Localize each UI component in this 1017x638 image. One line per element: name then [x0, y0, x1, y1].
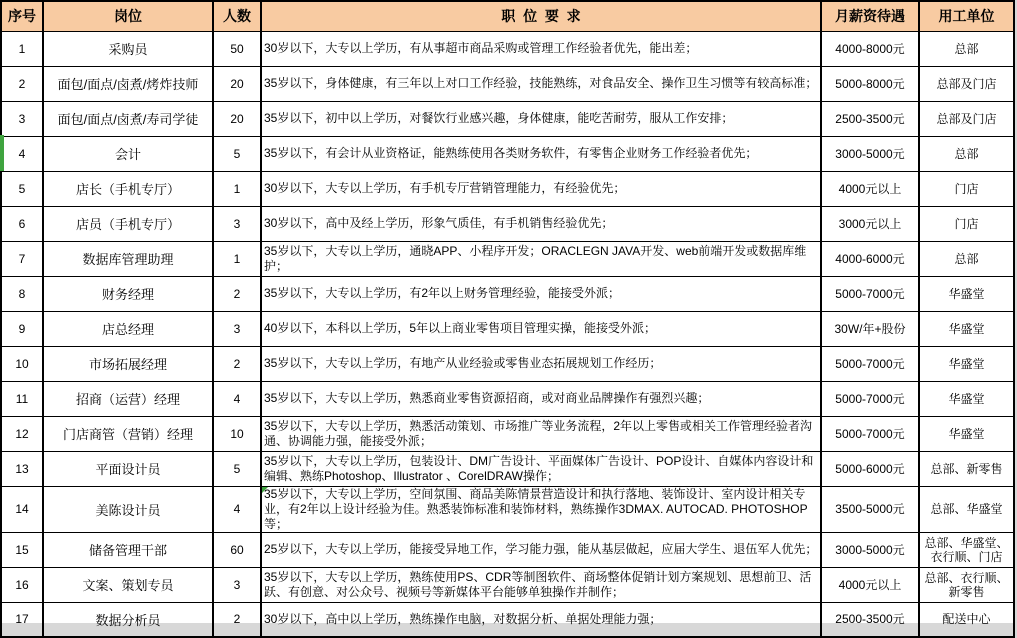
table-row — [1, 206, 1014, 241]
cell-count[interactable]: 3 — [213, 311, 261, 346]
cell-no[interactable]: 1 — [1, 31, 43, 66]
cell-salary[interactable]: 5000-8000元 — [821, 66, 919, 101]
cell-count[interactable]: 10 — [213, 416, 261, 451]
cell-count[interactable]: 50 — [213, 31, 261, 66]
table-body — [1, 31, 1014, 637]
cell-position[interactable]: 招商（运营）经理 — [43, 381, 213, 416]
cell-salary[interactable]: 3500-5000元 — [821, 486, 919, 532]
cell-salary[interactable]: 30W/年+股份 — [821, 311, 919, 346]
cell-requirement[interactable]: 30岁以下，高中及经上学历，形象气质佳，有手机销售经验优先； — [261, 206, 821, 241]
col-header-requirement[interactable]: 职 位 要 求 — [261, 1, 821, 31]
cell-no[interactable]: 2 — [1, 66, 43, 101]
table-row — [1, 171, 1014, 206]
cell-count[interactable]: 20 — [213, 101, 261, 136]
cell-salary[interactable]: 5000-7000元 — [821, 416, 919, 451]
cell-count[interactable]: 4 — [213, 381, 261, 416]
table-row — [1, 486, 1014, 532]
col-header-no[interactable]: 序号 — [1, 1, 43, 31]
cell-count[interactable]: 4 — [213, 486, 261, 532]
cell-salary[interactable]: 5000-7000元 — [821, 381, 919, 416]
cell-no[interactable]: 13 — [1, 451, 43, 486]
cell-position[interactable]: 采购员 — [43, 31, 213, 66]
cell-salary[interactable]: 4000-8000元 — [821, 31, 919, 66]
cell-count[interactable]: 2 — [213, 602, 261, 637]
cell-requirement[interactable]: 30岁以下，大专以上学历，有手机专厅营销管理能力，有经验优先； — [261, 171, 821, 206]
cell-no[interactable]: 5 — [1, 171, 43, 206]
cell-requirement[interactable]: 35岁以下，大专以上学历，空间氛围、商品美陈情景营造设计和执行落地、装饰设计、室内设计相关专业，有2年以上设计经验为佳。熟悉装饰标准和装饰材料，熟练操作3DMAX. AUTOCAD. PHOTOSHOP等； — [261, 486, 821, 532]
cell-no[interactable]: 3 — [1, 101, 43, 136]
table-row — [1, 311, 1014, 346]
cell-position[interactable]: 数据分析员 — [43, 602, 213, 637]
cell-position[interactable]: 会计 — [43, 136, 213, 171]
cell-requirement[interactable]: 35岁以下，身体健康，有三年以上对口工作经验，技能熟练，对食品安全、操作卫生习惯等有较高标准； — [261, 66, 821, 101]
cell-requirement[interactable]: 30岁以下，大专以上学历，有从事超市商品采购或管理工作经验者优先，能出差； — [261, 31, 821, 66]
cell-count[interactable]: 3 — [213, 206, 261, 241]
cell-requirement[interactable]: 35岁以下，大专以上学历，通晓APP、小程序开发；ORACLEGN JAVA开发、web前端开发或数据库维护； — [261, 241, 821, 276]
cell-employer[interactable]: 门店 — [919, 206, 1014, 241]
cell-salary[interactable]: 3000元以上 — [821, 206, 919, 241]
cell-employer[interactable]: 总部、华盛堂、衣行顺、门店 — [919, 532, 1014, 567]
cell-no[interactable]: 15 — [1, 532, 43, 567]
cell-requirement[interactable]: 35岁以下，初中以上学历，对餐饮行业感兴趣，身体健康，能吃苦耐劳，服从工作安排； — [261, 101, 821, 136]
cell-requirement[interactable]: 35岁以下，大专以上学历，熟练使用PS、CDR等制图软件、商场整体促销计划方案规划、思想前卫、活跃、有创意、对公众号、视频号等新媒体平台能够单独操作并制作； — [261, 567, 821, 602]
cell-position[interactable]: 店长（手机专厅） — [43, 171, 213, 206]
cell-position[interactable]: 数据库管理助理 — [43, 241, 213, 276]
cell-position[interactable]: 面包/面点/卤煮/烤炸技师 — [43, 66, 213, 101]
cell-no[interactable]: 17 — [1, 602, 43, 637]
cell-count[interactable]: 1 — [213, 241, 261, 276]
cell-requirement[interactable]: 35岁以下，大专以上学历，有地产从业经验或零售业态拓展规划工作经历； — [261, 346, 821, 381]
cell-salary[interactable]: 4000-6000元 — [821, 241, 919, 276]
cell-no[interactable]: 11 — [1, 381, 43, 416]
cell-position[interactable]: 文案、策划专员 — [43, 567, 213, 602]
cell-count[interactable]: 2 — [213, 276, 261, 311]
cell-employer[interactable]: 华盛堂 — [919, 311, 1014, 346]
cell-position[interactable]: 店总经理 — [43, 311, 213, 346]
cell-position[interactable]: 储备管理干部 — [43, 532, 213, 567]
cell-position[interactable]: 面包/面点/卤煮/寿司学徒 — [43, 101, 213, 136]
cell-requirement[interactable]: 35岁以下，有会计从业资格证，能熟练使用各类财务软件，有零售企业财务工作经验者优先； — [261, 136, 821, 171]
table-row — [1, 66, 1014, 101]
cell-count[interactable]: 3 — [213, 567, 261, 602]
cell-salary[interactable]: 3000-5000元 — [821, 532, 919, 567]
table-row — [1, 241, 1014, 276]
cell-salary[interactable]: 5000-6000元 — [821, 451, 919, 486]
cell-employer[interactable]: 门店 — [919, 171, 1014, 206]
cell-employer[interactable]: 总部、衣行顺、新零售 — [919, 567, 1014, 602]
cell-salary[interactable]: 3000-5000元 — [821, 136, 919, 171]
cell-error-corner-icon — [262, 487, 268, 493]
table-row — [1, 567, 1014, 602]
cell-count[interactable]: 5 — [213, 136, 261, 171]
col-header-salary[interactable]: 月薪资待遇 — [821, 1, 919, 31]
cell-no[interactable]: 10 — [1, 346, 43, 381]
cell-position[interactable]: 美陈设计员 — [43, 486, 213, 532]
table-row — [1, 346, 1014, 381]
cell-employer[interactable]: 华盛堂 — [919, 346, 1014, 381]
table-row — [1, 276, 1014, 311]
cell-employer[interactable]: 华盛堂 — [919, 416, 1014, 451]
cell-requirement[interactable]: 40岁以下，本科以上学历，5年以上商业零售项目管理实操，能接受外派； — [261, 311, 821, 346]
col-header-employer[interactable]: 用工单位 — [919, 1, 1014, 31]
cell-employer[interactable]: 总部、新零售 — [919, 451, 1014, 486]
cell-requirement[interactable]: 30岁以下，高中以上学历，熟练操作电脑，对数据分析、单据处理能力强； — [261, 602, 821, 637]
cell-count[interactable]: 2 — [213, 346, 261, 381]
cell-no[interactable]: 9 — [1, 311, 43, 346]
cell-employer[interactable]: 总部及门店 — [919, 66, 1014, 101]
cell-requirement[interactable]: 25岁以下，大专以上学历，能接受异地工作，学习能力强，能从基层做起，应届大学生、退伍军人优先； — [261, 532, 821, 567]
cell-salary[interactable]: 4000元以上 — [821, 171, 919, 206]
cell-position[interactable]: 店员（手机专厅） — [43, 206, 213, 241]
cell-requirement[interactable]: 35岁以下，大专以上学历，熟悉活动策划、市场推广等业务流程，2年以上零售或相关工作管理经验者沟通、协调能力强，能接受外派； — [261, 416, 821, 451]
row-selection-indicator — [0, 135, 4, 171]
cell-no[interactable]: 12 — [1, 416, 43, 451]
cell-count[interactable]: 60 — [213, 532, 261, 567]
cell-salary[interactable]: 5000-7000元 — [821, 346, 919, 381]
cell-count[interactable]: 1 — [213, 171, 261, 206]
cell-employer[interactable]: 总部及门店 — [919, 101, 1014, 136]
cell-no[interactable]: 4 — [1, 136, 43, 171]
header-row — [1, 1, 1014, 31]
col-header-position[interactable]: 岗位 — [43, 1, 213, 31]
cell-count[interactable]: 20 — [213, 66, 261, 101]
cell-requirement[interactable]: 35岁以下，大专以上学历，熟悉商业零售资源招商，或对商业品牌操作有强烈兴趣； — [261, 381, 821, 416]
cell-no[interactable]: 7 — [1, 241, 43, 276]
cell-no[interactable]: 14 — [1, 486, 43, 532]
table-row — [1, 451, 1014, 486]
cell-employer[interactable]: 总部 — [919, 31, 1014, 66]
table-row — [1, 101, 1014, 136]
table-row — [1, 381, 1014, 416]
col-header-count[interactable]: 人数 — [213, 1, 261, 31]
cell-position[interactable]: 财务经理 — [43, 276, 213, 311]
cell-position[interactable]: 市场拓展经理 — [43, 346, 213, 381]
cell-count[interactable]: 5 — [213, 451, 261, 486]
cell-employer[interactable]: 总部 — [919, 241, 1014, 276]
cell-employer[interactable]: 总部 — [919, 136, 1014, 171]
cell-salary[interactable]: 2500-3500元 — [821, 101, 919, 136]
cell-salary[interactable]: 2500-3500元 — [821, 602, 919, 637]
cell-no[interactable]: 6 — [1, 206, 43, 241]
cell-salary[interactable]: 5000-7000元 — [821, 276, 919, 311]
cell-employer[interactable]: 华盛堂 — [919, 276, 1014, 311]
cell-position[interactable]: 门店商管（营销）经理 — [43, 416, 213, 451]
table-row — [1, 532, 1014, 567]
cell-requirement[interactable]: 35岁以下，大专以上学历，包装设计、DM广告设计、平面媒体广告设计、POP设计、自媒体内容设计和编辑、熟练Photoshop、Illustrator 、CorelDRAW操作； — [261, 451, 821, 486]
cell-position[interactable]: 平面设计员 — [43, 451, 213, 486]
cell-employer[interactable]: 华盛堂 — [919, 381, 1014, 416]
cell-employer[interactable]: 总部、华盛堂 — [919, 486, 1014, 532]
cell-employer[interactable]: 配送中心 — [919, 602, 1014, 637]
cell-no[interactable]: 8 — [1, 276, 43, 311]
cell-requirement[interactable]: 35岁以下，大专以上学历，有2年以上财务管理经验，能接受外派； — [261, 276, 821, 311]
table-row — [1, 602, 1014, 637]
cell-no[interactable]: 16 — [1, 567, 43, 602]
cell-salary[interactable]: 4000元以上 — [821, 567, 919, 602]
table-row — [1, 31, 1014, 66]
table-row — [1, 136, 1014, 171]
table-row — [1, 416, 1014, 451]
